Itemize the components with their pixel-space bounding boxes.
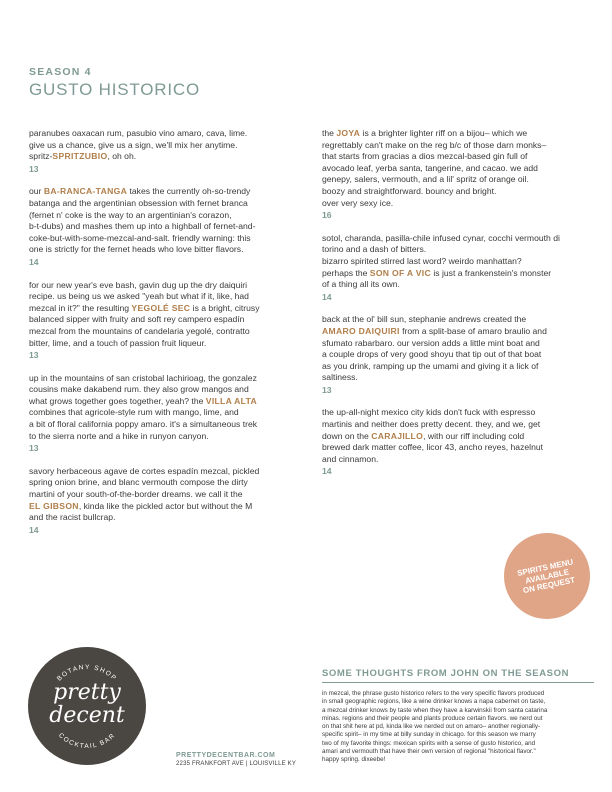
left-column: [29, 128, 311, 547]
menu-item: savory herbaceous agave de cortes espadín mezcal, pickled spring onion brine, and blanc vermouth compose the dirty martini of your south-of-the-border dreams. we call it the EL GIBSON, kinda like the pickled actor but without the M and the racist bullcrap. 14: [29, 466, 311, 537]
price: 14: [322, 291, 332, 302]
cocktail-name: CARAJILLO: [371, 430, 424, 441]
price: 13: [322, 384, 332, 395]
menu-item: back at the ol' bill sun, stephanie andrews created the AMARO DAIQUIRI from a split-base of amaro braulio and sfumato rabarbaro. our version adds a little mint boat and a couple drops of very good shoyu that tip out of that boat as you drink, ramping up the umami and giving it a lick of saltiness. 13: [322, 314, 590, 396]
price: 13: [29, 443, 39, 454]
page-title: GUSTO HISTORICO: [29, 80, 201, 99]
season-label: SEASON 4: [29, 66, 92, 78]
thoughts-heading: SOME THOUGHTS FROM JOHN ON THE SEASON: [322, 668, 594, 683]
menu-item: up in the mountains of san cristobal lachirioag, the gonzalez cousins make dakabend rum. they also grow mangos and what grows together goes together, yeah? the VILLA ALTA combines that agricole-style rum with mango, lime, and a bit of floral california poppy amaro. it's a simultaneous trek to the sierra norte and a hike in runyon canyon. 13: [29, 373, 311, 455]
price: 16: [322, 210, 332, 221]
price: 13: [29, 163, 39, 174]
badge-text: SPIRITS MENU AVAILABLE ON REQUEST: [516, 556, 576, 595]
cocktail-name: VILLA ALTA: [205, 395, 257, 406]
cocktail-name: SPRITZUBIO: [52, 151, 108, 162]
menu-item: the up-all-night mexico city kids don't fuck with espresso martinis and neither does pretty decent. they, and we, get down on the CARAJILLO, with our riff including cold brewed dark matter coffee, licor 43, ancho reyes, hazelnut and cinnamon. 14: [322, 407, 590, 478]
logo-word-pretty: pretty: [53, 680, 121, 705]
price: 13: [29, 350, 39, 361]
logo-top-text: BOTANY SHOP: [55, 663, 119, 683]
menu-item: paranubes oaxacan rum, pasubio vino amaro, cava, lime. give us a chance, give us a sign, we'll mix her anytime. spritz-SPRITZUBIO, oh oh. 13: [29, 128, 311, 175]
right-column: [322, 128, 590, 489]
cocktail-name: BA-RANCA-TANGA: [43, 186, 128, 197]
thoughts-body: in mezcal, the phrase gusto historico refers to the very specific flavors produced in small geographic regions, like a wine drinker knows a napa cabernet on taste, a mezcal drinker knows by taste when they have a karwinskii from santa catarina minas. regions and their people and plants produce certain flavors. we nerd out on that shit here at pd, kinda like we nerded out on amaro– another regionally- specific spirit– in my time at billy sunday in chicago. for this season we marry two of my favorite things: mexican spirits with a sense of gusto historico, and amari and vermouth that have their own version of regional "historical flavor." happy spring. dixeebe!: [322, 690, 548, 764]
logo-word-decent: decent: [49, 703, 125, 728]
address: 2235 FRANKFORT AVE | LOUISVILLE KY: [176, 761, 297, 767]
website-link[interactable]: PRETTYDECENTBAR.COM: [176, 752, 276, 759]
price: 14: [322, 466, 332, 477]
logo-bottom-text: COCKTAIL BAR: [57, 731, 117, 751]
cocktail-name: YEGOLÉ SEC: [131, 302, 191, 313]
price: 14: [29, 524, 39, 535]
footer: [176, 751, 296, 769]
menu-item: for our new year's eve bash, gavin dug up the dry daiquiri recipe. us being us we asked "yeah but what if it, like, had mezcal in it?" the resulting YEGOLÉ SEC is a bright, citrusy balanced sipper with fruity and soft rey campero espadín mezcal from the mountains of candelaria yegolé, contratto bitter, lime, and a touch of passion fruit liqueur. 13: [29, 280, 311, 362]
spirits-menu-badge: [496, 525, 598, 627]
price: 14: [29, 256, 39, 267]
thoughts-section: [322, 668, 594, 765]
menu-item: the JOYA is a brighter lighter riff on a bijou– which we regrettably can't make on the reg b/c of those darn monks– that starts from gracias a dios mezcal-based gin full of avocado leaf, yerba santa, tangerine, and cacao. we add genepy, salers, vermouth, and a lil' spritz of orange oil. boozy and straightforward. bouncy and bright. over very sexy ice. 16: [322, 128, 590, 222]
pretty-decent-logo: [28, 647, 146, 765]
cocktail-name: JOYA: [336, 128, 361, 138]
cocktail-name: AMARO DAIQUIRI: [322, 325, 400, 336]
cocktail-name: EL GIBSON: [29, 500, 79, 511]
menu-header: [29, 66, 200, 100]
menu-item: our BA-RANCA-TANGA takes the currently oh-so-trendy batanga and the argentinian obsession with fernet branca (fernet n' coke is the way to an argentinian's corazon, b-t-dubs) and mashes them up into a highball of fernet-and- coke-but-with-some-mezcal-and-salt. friendly warning: this one is strictly for the fernet heads who love bitter flavors. 14: [29, 186, 311, 268]
cocktail-name: SON OF A VIC: [369, 267, 431, 278]
svg-text:COCKTAIL BAR: [57, 732, 117, 750]
menu-item: sotol, charanda, pasilla-chile infused cynar, cocchi vermouth di torino and a dash of bitters. bizarro spirited stirred last word? weirdo manhattan? perhaps the SON OF A VIC is just a frankenstein's monster of a thing all its own. 14: [322, 233, 590, 304]
